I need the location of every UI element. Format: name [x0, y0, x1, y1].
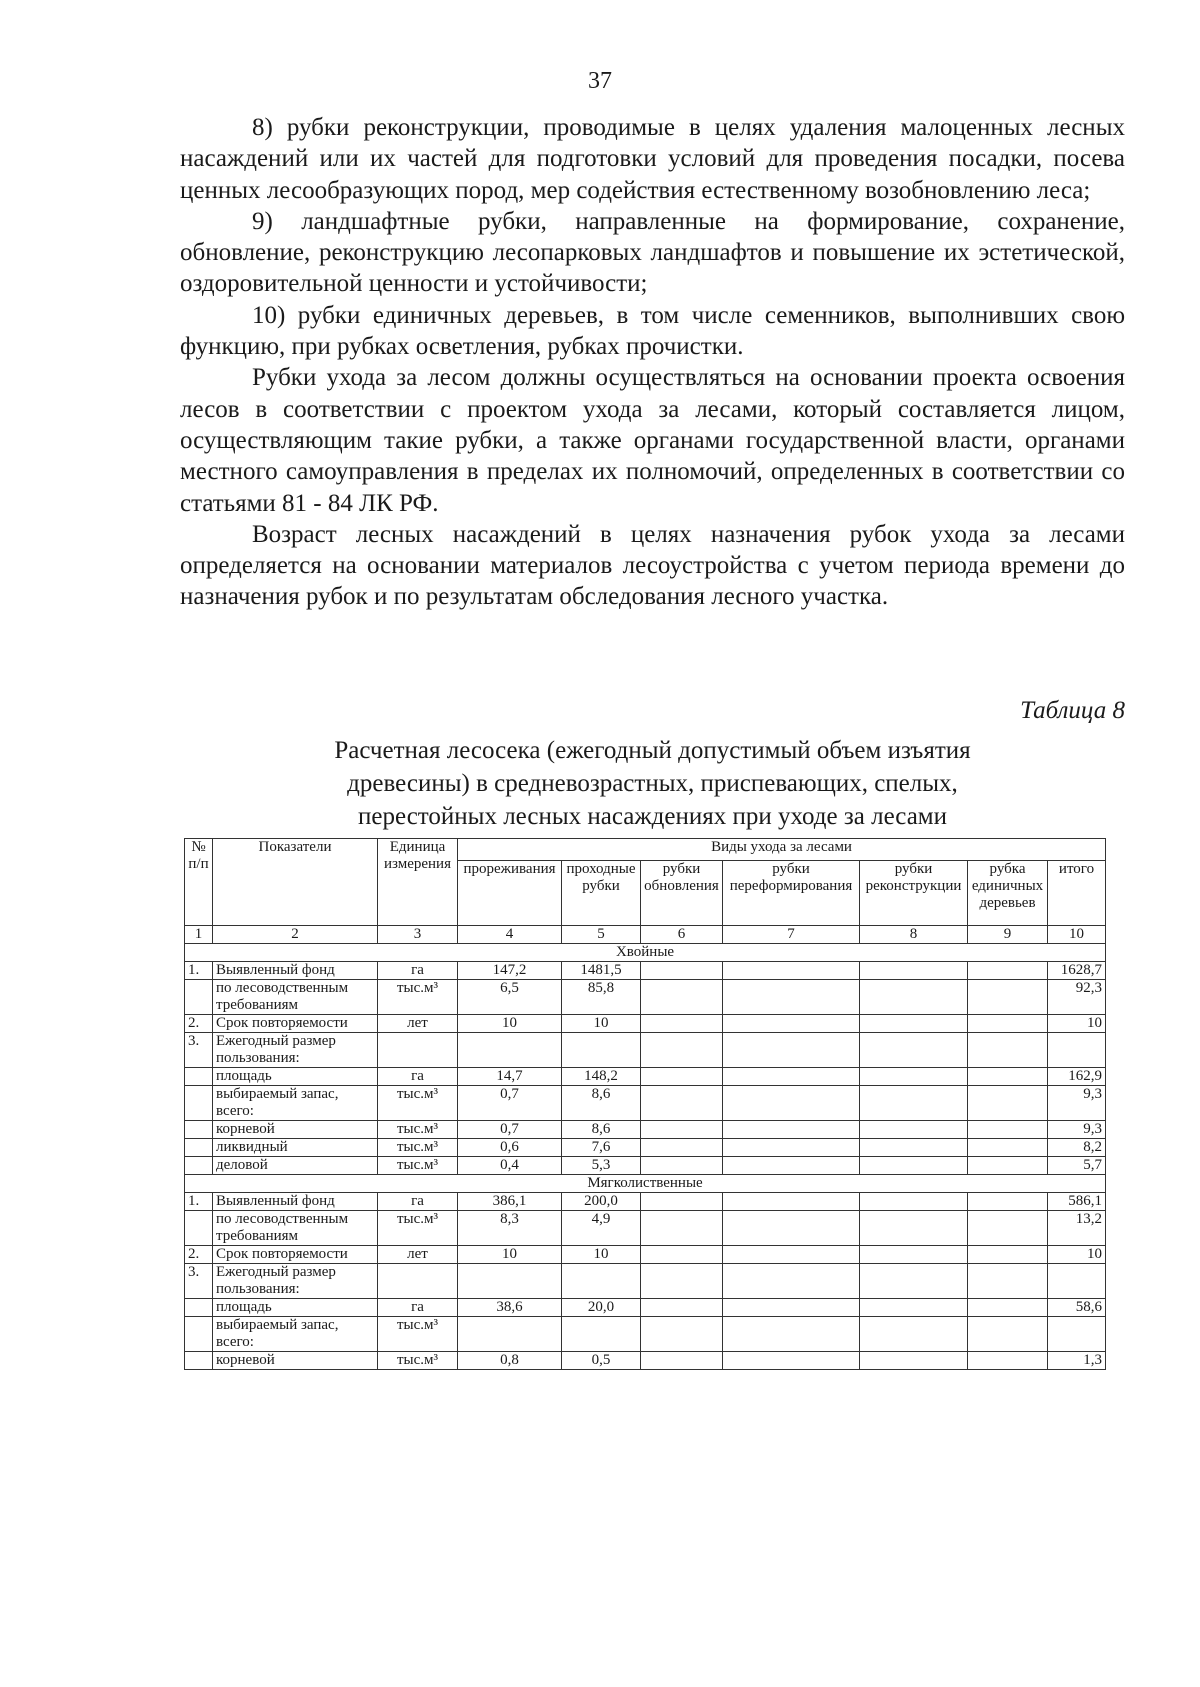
cell-reconstruction — [860, 962, 968, 980]
header-number: 9 — [968, 926, 1048, 944]
row-num — [185, 980, 213, 1015]
row-num: 3. — [185, 1033, 213, 1068]
cell-passage: 7,6 — [562, 1139, 641, 1157]
table-row — [185, 1015, 1106, 1033]
forest-cutting-table — [184, 838, 1106, 1370]
row-unit: тыс.м³ — [378, 1352, 458, 1370]
row-unit: тыс.м³ — [378, 1121, 458, 1139]
cell-reformation — [723, 1033, 860, 1068]
cell-passage: 1481,5 — [562, 962, 641, 980]
row-label: выбираемый запас, всего: — [213, 1317, 378, 1352]
cell-reconstruction — [860, 1033, 968, 1068]
cell-reconstruction — [860, 1121, 968, 1139]
paragraph: Рубки ухода за лесом должны осуществляться на основании проекта освоения лесов в соответствии с проектом ухода за лесами, который составляется лицом, осуществляющим такие рубки, а также органами государственной власти, органами местного самоуправления в пределах их полномочий, определенных в соответствии со статьями 81 - 84 ЛК РФ. — [180, 364, 1125, 517]
row-num: 2. — [185, 1246, 213, 1264]
row-unit: тыс.м³ — [378, 980, 458, 1015]
cell-total — [1048, 1317, 1106, 1352]
cell-passage — [562, 1033, 641, 1068]
cell-reconstruction — [860, 1139, 968, 1157]
cell-single-trees — [968, 1033, 1048, 1068]
table-row — [185, 1317, 1106, 1352]
cell-total: 92,3 — [1048, 980, 1106, 1015]
table-row — [185, 1086, 1106, 1121]
cell-renewal — [641, 962, 723, 980]
row-num — [185, 1139, 213, 1157]
cell-reformation — [723, 1068, 860, 1086]
row-label: Выявленный фонд — [213, 962, 378, 980]
cell-total: 5,7 — [1048, 1157, 1106, 1175]
cell-reconstruction — [860, 1015, 968, 1033]
table-row — [185, 1139, 1106, 1157]
cell-total: 1628,7 — [1048, 962, 1106, 980]
cell-total: 10 — [1048, 1246, 1106, 1264]
table-row — [185, 1352, 1106, 1370]
row-label: корневой — [213, 1121, 378, 1139]
row-unit: га — [378, 1068, 458, 1086]
cell-reformation — [723, 1121, 860, 1139]
cell-reformation — [723, 1352, 860, 1370]
row-label: Ежегодный размер пользования: — [213, 1033, 378, 1068]
cell-thinning: 0,8 — [458, 1352, 562, 1370]
header-indicator: Показатели — [213, 839, 378, 926]
cell-reconstruction — [860, 1317, 968, 1352]
cell-passage — [562, 1317, 641, 1352]
cell-reconstruction — [860, 1246, 968, 1264]
row-num — [185, 1121, 213, 1139]
row-label: корневой — [213, 1352, 378, 1370]
row-unit: га — [378, 1193, 458, 1211]
cell-single-trees — [968, 1246, 1048, 1264]
cell-passage: 10 — [562, 1015, 641, 1033]
row-label: ликвидный — [213, 1139, 378, 1157]
cell-renewal — [641, 1086, 723, 1121]
row-unit: тыс.м³ — [378, 1086, 458, 1121]
row-num: 3. — [185, 1264, 213, 1299]
cell-single-trees — [968, 1139, 1048, 1157]
row-num: 1. — [185, 1193, 213, 1211]
cell-reformation — [723, 1157, 860, 1175]
header-type: прореживания — [458, 861, 562, 926]
row-label: по лесоводственным требованиям — [213, 1211, 378, 1246]
row-num — [185, 1211, 213, 1246]
cell-reformation — [723, 980, 860, 1015]
cell-reconstruction — [860, 1086, 968, 1121]
row-unit: га — [378, 1299, 458, 1317]
header-number: 10 — [1048, 926, 1106, 944]
cell-reformation — [723, 1015, 860, 1033]
row-unit: лет — [378, 1015, 458, 1033]
table-title — [180, 734, 1125, 833]
cell-reconstruction — [860, 1068, 968, 1086]
table-row — [185, 1211, 1106, 1246]
table-title-line: древесины) в средневозрастных, приспевающих, спелых, — [347, 770, 958, 797]
row-num — [185, 1299, 213, 1317]
header-type: итого — [1048, 861, 1106, 926]
cell-reformation — [723, 1246, 860, 1264]
cell-renewal — [641, 1264, 723, 1299]
row-label: Выявленный фонд — [213, 1193, 378, 1211]
row-unit: лет — [378, 1246, 458, 1264]
cell-renewal — [641, 1157, 723, 1175]
cell-reconstruction — [860, 1352, 968, 1370]
row-unit: тыс.м³ — [378, 1317, 458, 1352]
header-type: рубка единичных деревьев — [968, 861, 1048, 926]
cell-single-trees — [968, 1299, 1048, 1317]
header-type: рубки реконструкции — [860, 861, 968, 926]
cell-passage — [562, 1264, 641, 1299]
cell-renewal — [641, 1211, 723, 1246]
cell-reformation — [723, 1264, 860, 1299]
cell-renewal — [641, 1139, 723, 1157]
row-label: Срок повторяемости — [213, 1015, 378, 1033]
row-label: площадь — [213, 1068, 378, 1086]
table-row — [185, 980, 1106, 1015]
cell-total: 10 — [1048, 1015, 1106, 1033]
cell-total: 13,2 — [1048, 1211, 1106, 1246]
cell-renewal — [641, 1033, 723, 1068]
table-label: Таблица 8 — [1020, 697, 1125, 724]
cell-thinning — [458, 1317, 562, 1352]
cell-renewal — [641, 1317, 723, 1352]
cell-single-trees — [968, 1086, 1048, 1121]
table-row — [185, 1033, 1106, 1068]
page-number: 37 — [588, 68, 612, 94]
cell-thinning: 0,6 — [458, 1139, 562, 1157]
cell-total: 586,1 — [1048, 1193, 1106, 1211]
table-row — [185, 1157, 1106, 1175]
cell-renewal — [641, 1193, 723, 1211]
cell-passage: 85,8 — [562, 980, 641, 1015]
row-unit — [378, 1264, 458, 1299]
header-number: 4 — [458, 926, 562, 944]
table-row — [185, 1299, 1106, 1317]
header-number: 6 — [641, 926, 723, 944]
body-text — [180, 112, 1125, 613]
cell-thinning: 0,7 — [458, 1086, 562, 1121]
cell-total — [1048, 1264, 1106, 1299]
row-label: деловой — [213, 1157, 378, 1175]
cell-reformation — [723, 1299, 860, 1317]
header-number: 8 — [860, 926, 968, 944]
cell-passage: 148,2 — [562, 1068, 641, 1086]
header-number: 7 — [723, 926, 860, 944]
section-title: Хвойные — [185, 944, 1106, 962]
cell-renewal — [641, 980, 723, 1015]
cell-thinning: 6,5 — [458, 980, 562, 1015]
header-number: 5 — [562, 926, 641, 944]
cell-reconstruction — [860, 1211, 968, 1246]
table-row — [185, 1246, 1106, 1264]
cell-reformation — [723, 962, 860, 980]
row-num — [185, 1068, 213, 1086]
row-num — [185, 1352, 213, 1370]
table-row — [185, 1193, 1106, 1211]
cell-reformation — [723, 1086, 860, 1121]
cell-thinning: 0,7 — [458, 1121, 562, 1139]
cell-passage: 10 — [562, 1246, 641, 1264]
cell-renewal — [641, 1299, 723, 1317]
cell-total: 58,6 — [1048, 1299, 1106, 1317]
row-label: выбираемый запас, всего: — [213, 1086, 378, 1121]
header-row — [185, 839, 1106, 861]
cell-thinning: 8,3 — [458, 1211, 562, 1246]
header-number-row — [185, 926, 1106, 944]
cell-renewal — [641, 1246, 723, 1264]
cell-total — [1048, 1033, 1106, 1068]
header-number: 1 — [185, 926, 213, 944]
row-unit: тыс.м³ — [378, 1139, 458, 1157]
cell-passage: 8,6 — [562, 1086, 641, 1121]
cell-thinning: 38,6 — [458, 1299, 562, 1317]
cell-thinning: 14,7 — [458, 1068, 562, 1086]
cell-renewal — [641, 1015, 723, 1033]
paragraph: 9) ландшафтные рубки, направленные на формирование, сохранение, обновление, реконструкцию лесопарковых ландшафтов и повышение их эстетической, оздоровительной ценности и устойчивости; — [180, 207, 1125, 298]
paragraph: Возраст лесных насаждений в целях назначения рубок ухода за лесами определяется на основании материалов лесоустройства с учетом периода времени до назначения рубок и по результатам обследования лесного участка. — [180, 520, 1125, 611]
row-num: 1. — [185, 962, 213, 980]
row-unit — [378, 1033, 458, 1068]
cell-single-trees — [968, 1068, 1048, 1086]
cell-total: 1,3 — [1048, 1352, 1106, 1370]
cell-single-trees — [968, 1264, 1048, 1299]
cell-reformation — [723, 1317, 860, 1352]
header-unit: Единица измерения — [378, 839, 458, 926]
header-type: рубки переформирования — [723, 861, 860, 926]
paragraph: 8) рубки реконструкции, проводимые в целях удаления малоценных лесных насаждений или их частей для подготовки условий для проведения посадки, посева ценных лесообразующих пород, мер содействия естественному возобновлению леса; — [180, 114, 1125, 204]
row-label: по лесоводственным требованиям — [213, 980, 378, 1015]
row-label: Ежегодный размер пользования: — [213, 1264, 378, 1299]
row-unit: тыс.м³ — [378, 1157, 458, 1175]
cell-renewal — [641, 1121, 723, 1139]
cell-single-trees — [968, 1317, 1048, 1352]
row-num — [185, 1157, 213, 1175]
paragraph: 10) рубки единичных деревьев, в том числе семенников, выполнивших свою функцию, при рубках осветления, рубках прочистки. — [180, 301, 1125, 361]
table-title-line: Расчетная лесосека (ежегодный допустимый объем изъятия — [334, 737, 971, 764]
cell-total: 162,9 — [1048, 1068, 1106, 1086]
cell-single-trees — [968, 1121, 1048, 1139]
table-title-line: перестойных лесных насаждениях при уходе за лесами — [358, 803, 947, 830]
cell-reformation — [723, 1139, 860, 1157]
row-label: площадь — [213, 1299, 378, 1317]
cell-single-trees — [968, 962, 1048, 980]
cell-passage: 4,9 — [562, 1211, 641, 1246]
table-row — [185, 1068, 1106, 1086]
header-number: 2 — [213, 926, 378, 944]
cell-reconstruction — [860, 980, 968, 1015]
cell-single-trees — [968, 980, 1048, 1015]
cell-reconstruction — [860, 1193, 968, 1211]
cell-reconstruction — [860, 1264, 968, 1299]
cell-thinning: 0,4 — [458, 1157, 562, 1175]
row-num: 2. — [185, 1015, 213, 1033]
cell-thinning: 386,1 — [458, 1193, 562, 1211]
cell-reformation — [723, 1193, 860, 1211]
cell-thinning: 10 — [458, 1246, 562, 1264]
cell-total: 9,3 — [1048, 1121, 1106, 1139]
cell-passage: 8,6 — [562, 1121, 641, 1139]
cell-thinning — [458, 1033, 562, 1068]
cell-reconstruction — [860, 1157, 968, 1175]
row-num — [185, 1086, 213, 1121]
cell-passage: 0,5 — [562, 1352, 641, 1370]
section-title: Мягколиственные — [185, 1175, 1106, 1193]
header-group: Виды ухода за лесами — [458, 839, 1106, 861]
cell-single-trees — [968, 1015, 1048, 1033]
cell-single-trees — [968, 1157, 1048, 1175]
cell-passage: 200,0 — [562, 1193, 641, 1211]
header-type: проходные рубки — [562, 861, 641, 926]
cell-reformation — [723, 1211, 860, 1246]
header-number: 3 — [378, 926, 458, 944]
cell-single-trees — [968, 1193, 1048, 1211]
cell-single-trees — [968, 1211, 1048, 1246]
cell-passage: 5,3 — [562, 1157, 641, 1175]
cell-renewal — [641, 1068, 723, 1086]
header-num: № п/п — [185, 839, 213, 926]
cell-total: 8,2 — [1048, 1139, 1106, 1157]
header-type: рубки обновления — [641, 861, 723, 926]
section-row — [185, 1175, 1106, 1193]
cell-single-trees — [968, 1352, 1048, 1370]
cell-passage: 20,0 — [562, 1299, 641, 1317]
row-num — [185, 1317, 213, 1352]
cell-reconstruction — [860, 1299, 968, 1317]
cell-thinning: 10 — [458, 1015, 562, 1033]
row-unit: га — [378, 962, 458, 980]
cell-total: 9,3 — [1048, 1086, 1106, 1121]
section-row — [185, 944, 1106, 962]
table-row — [185, 962, 1106, 980]
cell-renewal — [641, 1352, 723, 1370]
table-row — [185, 1264, 1106, 1299]
table-row — [185, 1121, 1106, 1139]
row-label: Срок повторяемости — [213, 1246, 378, 1264]
cell-thinning — [458, 1264, 562, 1299]
row-unit: тыс.м³ — [378, 1211, 458, 1246]
cell-thinning: 147,2 — [458, 962, 562, 980]
